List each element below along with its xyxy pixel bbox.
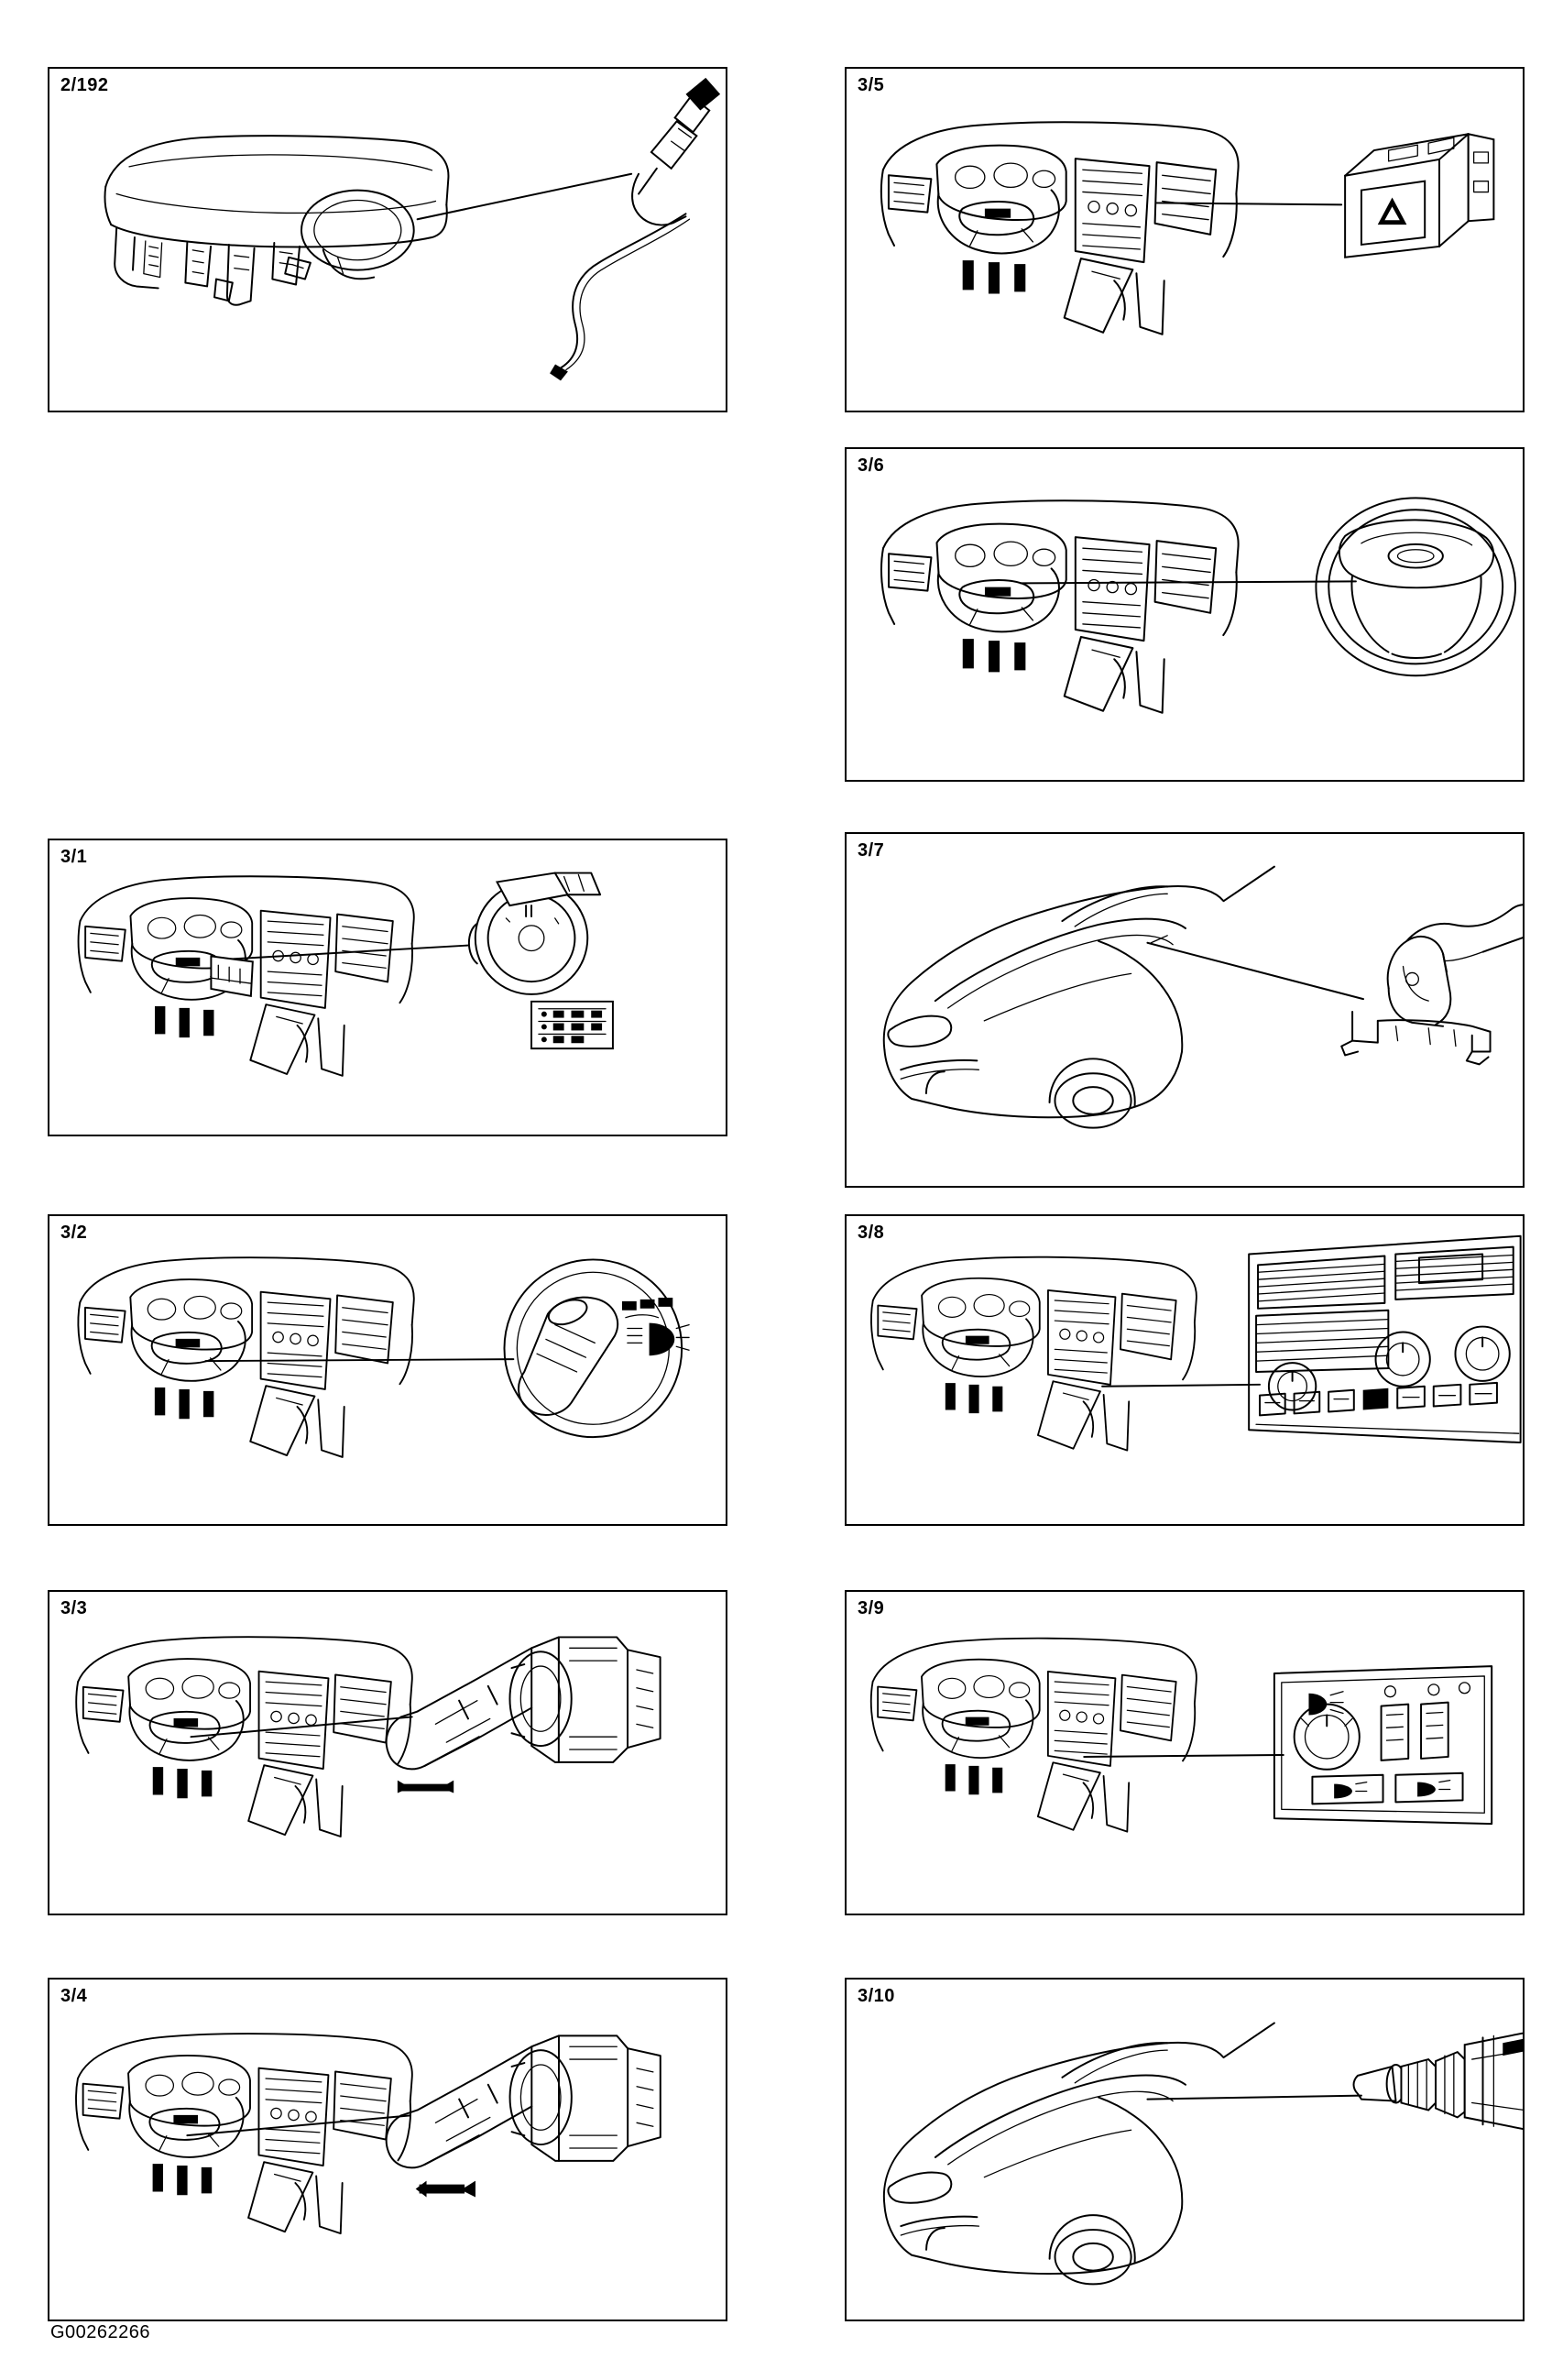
panel-3-7-artwork (847, 834, 1523, 1186)
panel-label: 3/9 (858, 1598, 885, 1618)
panel-label: 3/6 (858, 455, 885, 476)
figure-id: G00262266 (50, 2322, 151, 2342)
panel-3-3-artwork (49, 1592, 726, 1914)
panel-3-2 (48, 1214, 727, 1526)
panel-3-7 (845, 832, 1525, 1188)
panel-3-3 (48, 1590, 727, 1915)
panel-3-6-artwork (847, 449, 1523, 780)
panel-label: 3/2 (60, 1223, 88, 1243)
panel-3-6 (845, 447, 1525, 782)
panel-label: 3/8 (858, 1223, 885, 1243)
panel-3-8 (845, 1214, 1525, 1526)
panel-3-5-artwork (847, 69, 1523, 411)
panel-label: 3/3 (60, 1598, 88, 1618)
panel-3-1 (48, 839, 727, 1136)
panel-2-192-artwork (49, 69, 726, 411)
panel-label: 3/5 (858, 75, 885, 95)
panel-3-9-artwork (847, 1592, 1523, 1914)
panel-3-10 (845, 1978, 1525, 2321)
panel-3-8-artwork (847, 1216, 1523, 1524)
panel-3-1-artwork (49, 840, 726, 1135)
panel-3-10-artwork (847, 1980, 1523, 2320)
panel-3-5 (845, 67, 1525, 412)
panel-label: 2/192 (60, 75, 109, 95)
panel-3-9 (845, 1590, 1525, 1915)
panel-label: 3/10 (858, 1986, 895, 2006)
panel-label: 3/4 (60, 1986, 88, 2006)
panel-2-192 (48, 67, 727, 412)
panel-3-2-artwork (49, 1216, 726, 1524)
panel-label: 3/1 (60, 847, 88, 867)
panel-3-4 (48, 1978, 727, 2321)
panel-label: 3/7 (858, 840, 885, 861)
panel-3-4-artwork (49, 1980, 726, 2320)
